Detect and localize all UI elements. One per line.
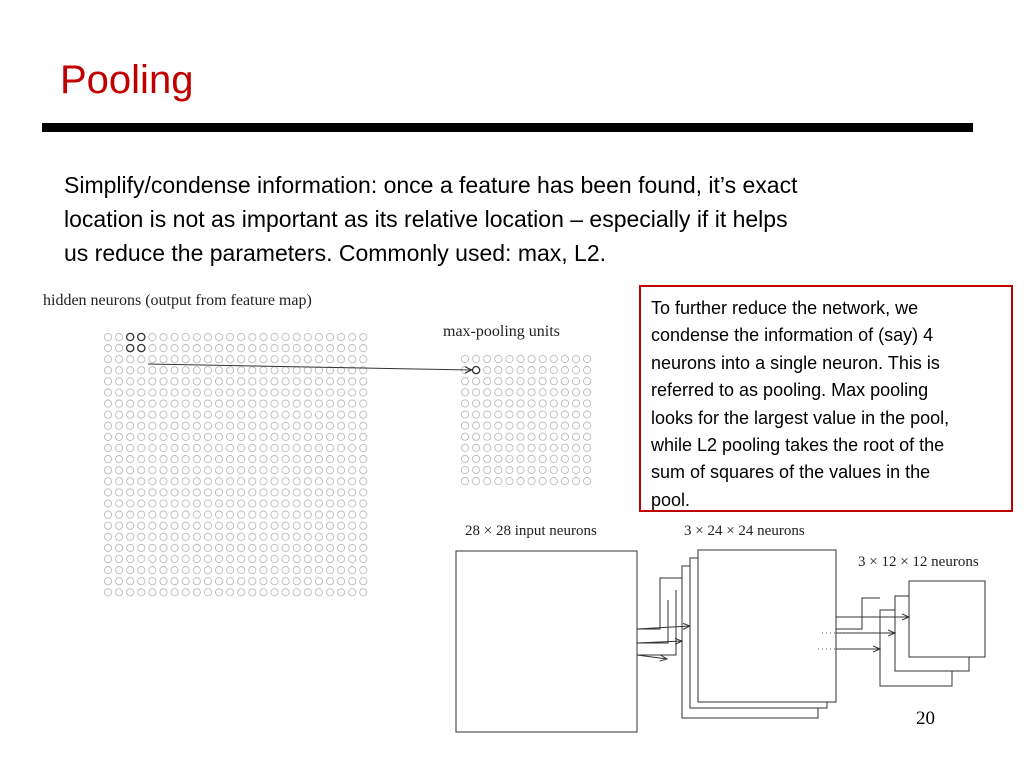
hidden-neurons-label: hidden neurons (output from feature map) [43, 292, 312, 309]
connector-input-conv-1 [637, 578, 682, 629]
body-line-1: Simplify/condense information: once a feature has been found, it’s exact [64, 172, 798, 198]
body-line-2: location is not as important as its relative location – especially if it helps [64, 206, 788, 232]
arrow-input-conv-3 [637, 655, 667, 659]
callout-line-8: pool. [651, 489, 691, 510]
connector-conv-pool-1 [836, 598, 880, 629]
page-number: 20 [916, 708, 935, 729]
pool-neurons-label: 3 × 12 × 12 neurons [858, 554, 979, 570]
connector-input-conv-2 [637, 600, 668, 643]
callout-line-5: looks for the largest value in the pool, [651, 407, 950, 428]
callout-line-4: referred to as pooling. Max pooling [651, 380, 929, 401]
slide-title: Pooling [60, 58, 194, 102]
pool-map-1 [909, 581, 985, 657]
connector-input-conv-3 [637, 590, 676, 655]
callout-line-1: To further reduce the network, we [651, 298, 919, 318]
conv-map-1 [698, 550, 836, 702]
callout-line-6: while L2 pooling takes the root of the [651, 435, 945, 456]
body-line-3: us reduce the parameters. Commonly used: max, L2. [64, 240, 607, 266]
pooling-callout [639, 285, 1013, 512]
callout-line-3: neurons into a single neuron. This is [651, 352, 940, 373]
input-layer-box [456, 551, 637, 732]
input-neurons-label: 28 × 28 input neurons [465, 523, 597, 539]
callout-line-2: condense the information of (say) 4 [651, 325, 934, 346]
conv-neurons-label: 3 × 24 × 24 neurons [684, 523, 805, 539]
max-pooling-label: max-pooling units [443, 323, 560, 340]
callout-line-7: sum of squares of the values in the [651, 462, 931, 483]
